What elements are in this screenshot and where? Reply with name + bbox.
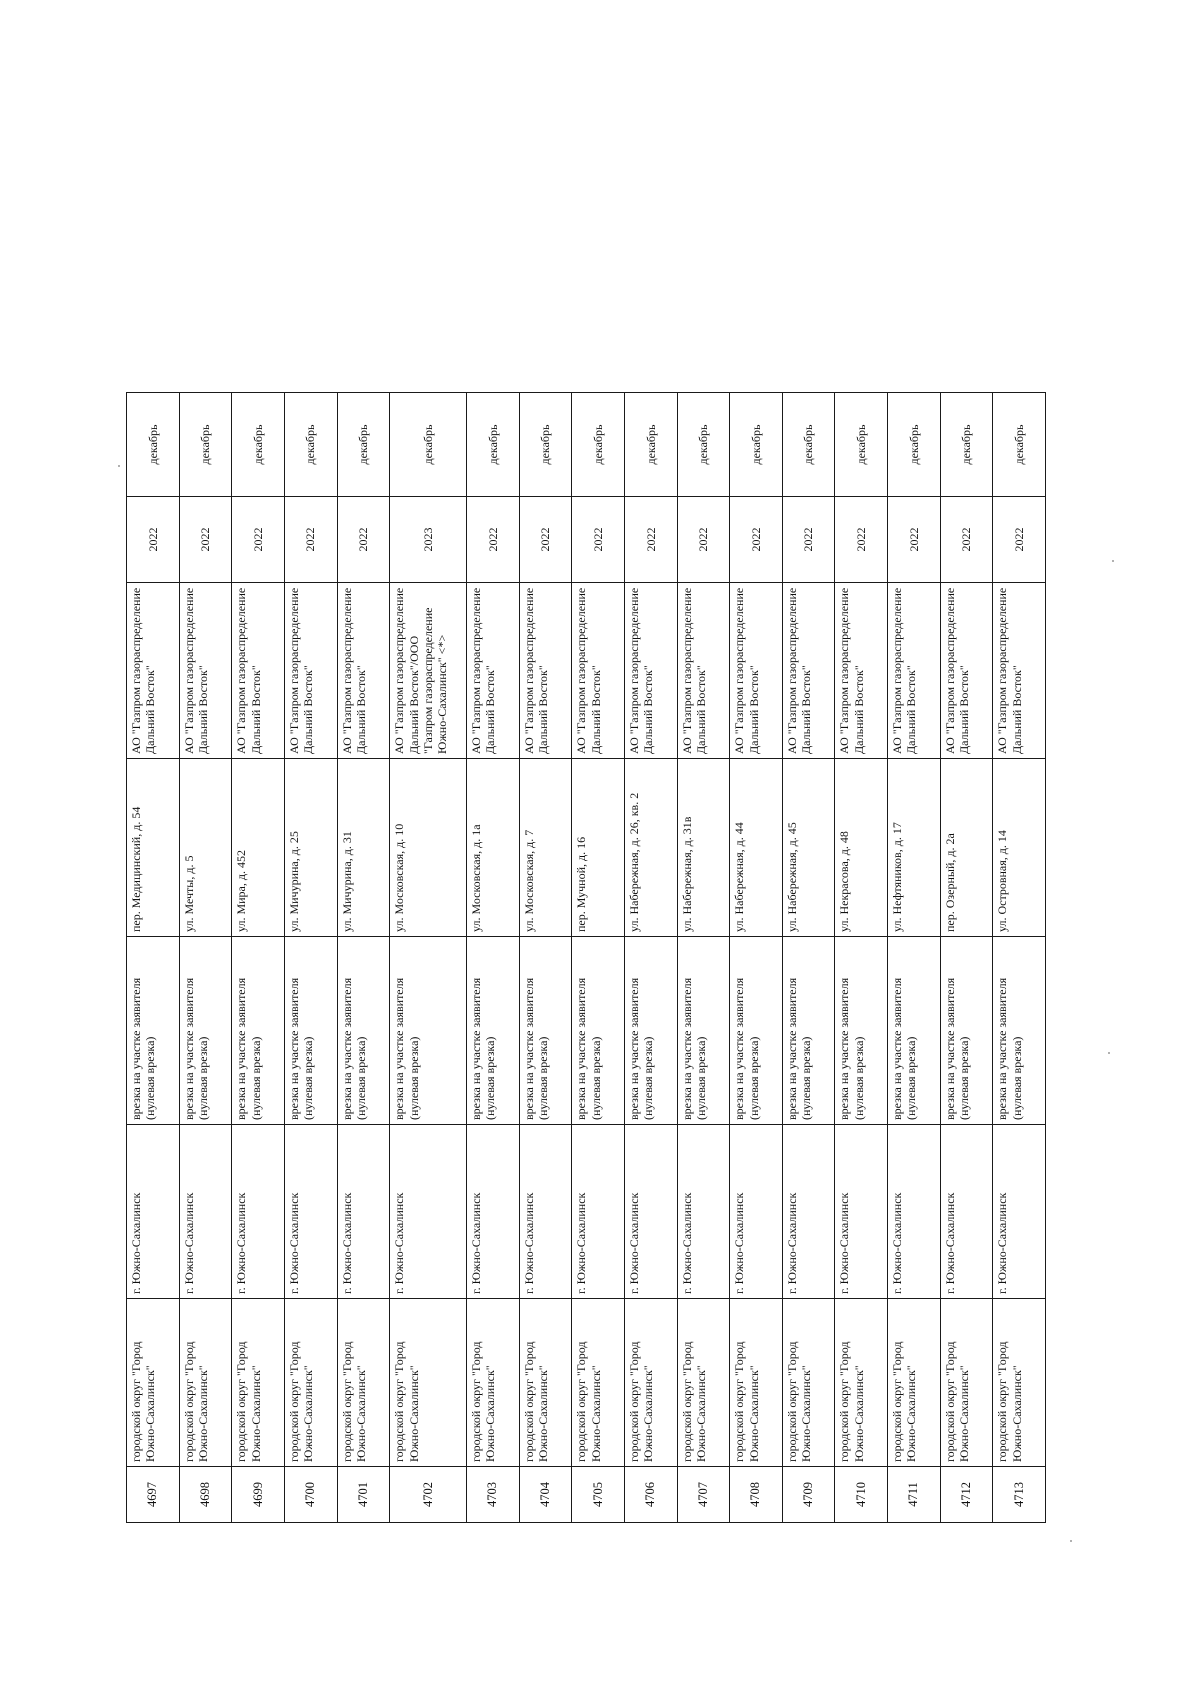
municipality-cell: городской округ "Город Южно-Сахалинск" — [782, 1299, 835, 1467]
scan-speck — [1070, 1540, 1072, 1542]
table-row — [940, 393, 993, 1523]
row-number-cell: 4711 — [888, 1467, 941, 1523]
address-cell: ул. Набережная, д. 31в — [677, 759, 730, 937]
municipality-cell: городской округ "Город Южно-Сахалинск" — [390, 1299, 467, 1467]
settlement-cell: г. Южно-Сахалинск — [390, 1125, 467, 1299]
year-cell: 2022 — [993, 497, 1046, 583]
settlement-cell: г. Южно-Сахалинск — [782, 1125, 835, 1299]
municipality-cell: городской округ "Город Южно-Сахалинск" — [519, 1299, 572, 1467]
address-cell: ул. Мечты, д. 5 — [179, 759, 232, 937]
settlement-cell: г. Южно-Сахалинск — [179, 1125, 232, 1299]
work-type-cell: врезка на участке заявителя (нулевая врезка) — [467, 937, 520, 1125]
table-body — [127, 393, 1046, 1523]
organization-cell: АО "Газпром газораспределение Дальний Восток" — [467, 583, 520, 759]
municipality-cell: городской округ "Город Южно-Сахалинск" — [179, 1299, 232, 1467]
settlement-cell: г. Южно-Сахалинск — [337, 1125, 390, 1299]
scan-speck — [1112, 560, 1114, 562]
row-number-cell: 4706 — [624, 1467, 677, 1523]
address-cell: ул. Мира, д. 452 — [232, 759, 285, 937]
work-type-cell: врезка на участке заявителя (нулевая врезка) — [390, 937, 467, 1125]
organization-cell: АО "Газпром газораспределение Дальний Восток" — [572, 583, 625, 759]
municipality-cell: городской округ "Город Южно-Сахалинск" — [232, 1299, 285, 1467]
organization-cell: АО "Газпром газораспределение Дальний Восток" — [179, 583, 232, 759]
gasification-schedule-table — [126, 392, 1046, 1523]
row-number-cell: 4697 — [127, 1467, 180, 1523]
settlement-cell: г. Южно-Сахалинск — [127, 1125, 180, 1299]
year-cell: 2022 — [232, 497, 285, 583]
year-cell: 2022 — [677, 497, 730, 583]
year-cell: 2022 — [572, 497, 625, 583]
municipality-cell: городской округ "Город Южно-Сахалинск" — [337, 1299, 390, 1467]
row-number-cell: 4713 — [993, 1467, 1046, 1523]
row-number-cell: 4701 — [337, 1467, 390, 1523]
organization-cell: АО "Газпром газораспределение Дальний Восток" — [677, 583, 730, 759]
month-cell: декабрь — [940, 393, 993, 497]
organization-cell: АО "Газпром газораспределение Дальний Восток" — [730, 583, 783, 759]
organization-cell: АО "Газпром газораспределение Дальний Восток" — [888, 583, 941, 759]
year-cell: 2022 — [519, 497, 572, 583]
row-number-cell: 4710 — [835, 1467, 888, 1523]
organization-cell: АО "Газпром газораспределение Дальний Восток" — [232, 583, 285, 759]
address-cell: пер. Мучной, д. 16 — [572, 759, 625, 937]
settlement-cell: г. Южно-Сахалинск — [940, 1125, 993, 1299]
table-row — [467, 393, 520, 1523]
year-cell: 2022 — [284, 497, 337, 583]
month-cell: декабрь — [390, 393, 467, 497]
year-cell: 2022 — [888, 497, 941, 583]
table-row — [572, 393, 625, 1523]
table-row — [782, 393, 835, 1523]
address-cell: ул. Мичурина, д. 25 — [284, 759, 337, 937]
settlement-cell: г. Южно-Сахалинск — [467, 1125, 520, 1299]
month-cell: декабрь — [835, 393, 888, 497]
year-cell: 2022 — [730, 497, 783, 583]
table-row — [519, 393, 572, 1523]
settlement-cell: г. Южно-Сахалинск — [677, 1125, 730, 1299]
year-cell: 2022 — [624, 497, 677, 583]
settlement-cell: г. Южно-Сахалинск — [284, 1125, 337, 1299]
address-cell: ул. Нефтяников, д. 17 — [888, 759, 941, 937]
municipality-cell: городской округ "Город Южно-Сахалинск" — [940, 1299, 993, 1467]
organization-cell: АО "Газпром газораспределение Дальний Восток" — [337, 583, 390, 759]
address-cell: пер. Медицинский, д. 54 — [127, 759, 180, 937]
organization-cell: АО "Газпром газораспределение Дальний Восток" — [284, 583, 337, 759]
settlement-cell: г. Южно-Сахалинск — [835, 1125, 888, 1299]
month-cell: декабрь — [284, 393, 337, 497]
organization-cell: АО "Газпром газораспределение Дальний Восток"/ООО "Газпром газораспределение Южно-Сахалинск" <*> — [390, 583, 467, 759]
municipality-cell: городской округ "Город Южно-Сахалинск" — [127, 1299, 180, 1467]
municipality-cell: городской округ "Город Южно-Сахалинск" — [993, 1299, 1046, 1467]
year-cell: 2023 — [390, 497, 467, 583]
work-type-cell: врезка на участке заявителя (нулевая врезка) — [127, 937, 180, 1125]
address-cell: пер. Озерный, д. 2а — [940, 759, 993, 937]
work-type-cell: врезка на участке заявителя (нулевая врезка) — [940, 937, 993, 1125]
year-cell: 2022 — [179, 497, 232, 583]
row-number-cell: 4700 — [284, 1467, 337, 1523]
scan-speck — [1108, 1052, 1110, 1054]
address-cell: ул. Некрасова, д. 48 — [835, 759, 888, 937]
work-type-cell: врезка на участке заявителя (нулевая врезка) — [572, 937, 625, 1125]
month-cell: декабрь — [730, 393, 783, 497]
scan-speck — [118, 465, 120, 467]
work-type-cell: врезка на участке заявителя (нулевая врезка) — [232, 937, 285, 1125]
municipality-cell: городской округ "Город Южно-Сахалинск" — [677, 1299, 730, 1467]
municipality-cell: городской округ "Город Южно-Сахалинск" — [730, 1299, 783, 1467]
address-cell: ул. Московская, д. 1а — [467, 759, 520, 937]
year-cell: 2022 — [835, 497, 888, 583]
settlement-cell: г. Южно-Сахалинск — [572, 1125, 625, 1299]
month-cell: декабрь — [572, 393, 625, 497]
municipality-cell: городской округ "Город Южно-Сахалинск" — [835, 1299, 888, 1467]
row-number-cell: 4708 — [730, 1467, 783, 1523]
organization-cell: АО "Газпром газораспределение Дальний Восток" — [993, 583, 1046, 759]
work-type-cell: врезка на участке заявителя (нулевая врезка) — [677, 937, 730, 1125]
address-cell: ул. Московская, д. 7 — [519, 759, 572, 937]
work-type-cell: врезка на участке заявителя (нулевая врезка) — [888, 937, 941, 1125]
work-type-cell: врезка на участке заявителя (нулевая врезка) — [519, 937, 572, 1125]
organization-cell: АО "Газпром газораспределение Дальний Восток" — [782, 583, 835, 759]
municipality-cell: городской округ "Город Южно-Сахалинск" — [284, 1299, 337, 1467]
work-type-cell: врезка на участке заявителя (нулевая врезка) — [835, 937, 888, 1125]
row-number-cell: 4709 — [782, 1467, 835, 1523]
settlement-cell: г. Южно-Сахалинск — [232, 1125, 285, 1299]
table-row — [232, 393, 285, 1523]
table-row — [390, 393, 467, 1523]
settlement-cell: г. Южно-Сахалинск — [519, 1125, 572, 1299]
organization-cell: АО "Газпром газораспределение Дальний Восток" — [127, 583, 180, 759]
month-cell: декабрь — [232, 393, 285, 497]
address-cell: ул. Набережная, д. 26, кв. 2 — [624, 759, 677, 937]
year-cell: 2022 — [940, 497, 993, 583]
work-type-cell: врезка на участке заявителя (нулевая врезка) — [782, 937, 835, 1125]
row-number-cell: 4704 — [519, 1467, 572, 1523]
work-type-cell: врезка на участке заявителя (нулевая врезка) — [730, 937, 783, 1125]
month-cell: декабрь — [888, 393, 941, 497]
organization-cell: АО "Газпром газораспределение Дальний Восток" — [835, 583, 888, 759]
municipality-cell: городской округ "Город Южно-Сахалинск" — [572, 1299, 625, 1467]
month-cell: декабрь — [179, 393, 232, 497]
municipality-cell: городской округ "Город Южно-Сахалинск" — [624, 1299, 677, 1467]
settlement-cell: г. Южно-Сахалинск — [993, 1125, 1046, 1299]
table-row — [179, 393, 232, 1523]
organization-cell: АО "Газпром газораспределение Дальний Восток" — [519, 583, 572, 759]
organization-cell: АО "Газпром газораспределение Дальний Восток" — [940, 583, 993, 759]
year-cell: 2022 — [782, 497, 835, 583]
work-type-cell: врезка на участке заявителя (нулевая врезка) — [993, 937, 1046, 1125]
settlement-cell: г. Южно-Сахалинск — [730, 1125, 783, 1299]
address-cell: ул. Набережная, д. 44 — [730, 759, 783, 937]
work-type-cell: врезка на участке заявителя (нулевая врезка) — [179, 937, 232, 1125]
table-row — [677, 393, 730, 1523]
month-cell: декабрь — [467, 393, 520, 497]
month-cell: декабрь — [624, 393, 677, 497]
month-cell: декабрь — [519, 393, 572, 497]
municipality-cell: городской округ "Город Южно-Сахалинск" — [888, 1299, 941, 1467]
organization-cell: АО "Газпром газораспределение Дальний Восток" — [624, 583, 677, 759]
table-row — [730, 393, 783, 1523]
table-row — [337, 393, 390, 1523]
row-number-cell: 4712 — [940, 1467, 993, 1523]
year-cell: 2022 — [127, 497, 180, 583]
month-cell: декабрь — [127, 393, 180, 497]
row-number-cell: 4705 — [572, 1467, 625, 1523]
address-cell: ул. Набережная, д. 45 — [782, 759, 835, 937]
work-type-cell: врезка на участке заявителя (нулевая врезка) — [284, 937, 337, 1125]
table-row — [835, 393, 888, 1523]
row-number-cell: 4698 — [179, 1467, 232, 1523]
table-row — [127, 393, 180, 1523]
table-row — [624, 393, 677, 1523]
row-number-cell: 4703 — [467, 1467, 520, 1523]
work-type-cell: врезка на участке заявителя (нулевая врезка) — [624, 937, 677, 1125]
month-cell: декабрь — [782, 393, 835, 497]
row-number-cell: 4699 — [232, 1467, 285, 1523]
month-cell: декабрь — [337, 393, 390, 497]
year-cell: 2022 — [467, 497, 520, 583]
settlement-cell: г. Южно-Сахалинск — [624, 1125, 677, 1299]
address-cell: ул. Островная, д. 14 — [993, 759, 1046, 937]
month-cell: декабрь — [993, 393, 1046, 497]
year-cell: 2022 — [337, 497, 390, 583]
row-number-cell: 4702 — [390, 1467, 467, 1523]
rotated-table-wrapper — [126, 393, 1046, 1523]
settlement-cell: г. Южно-Сахалинск — [888, 1125, 941, 1299]
table-row — [888, 393, 941, 1523]
table-row — [993, 393, 1046, 1523]
municipality-cell: городской округ "Город Южно-Сахалинск" — [467, 1299, 520, 1467]
address-cell: ул. Мичурина, д. 31 — [337, 759, 390, 937]
work-type-cell: врезка на участке заявителя (нулевая врезка) — [337, 937, 390, 1125]
table-row — [284, 393, 337, 1523]
address-cell: ул. Московская, д. 10 — [390, 759, 467, 937]
row-number-cell: 4707 — [677, 1467, 730, 1523]
month-cell: декабрь — [677, 393, 730, 497]
